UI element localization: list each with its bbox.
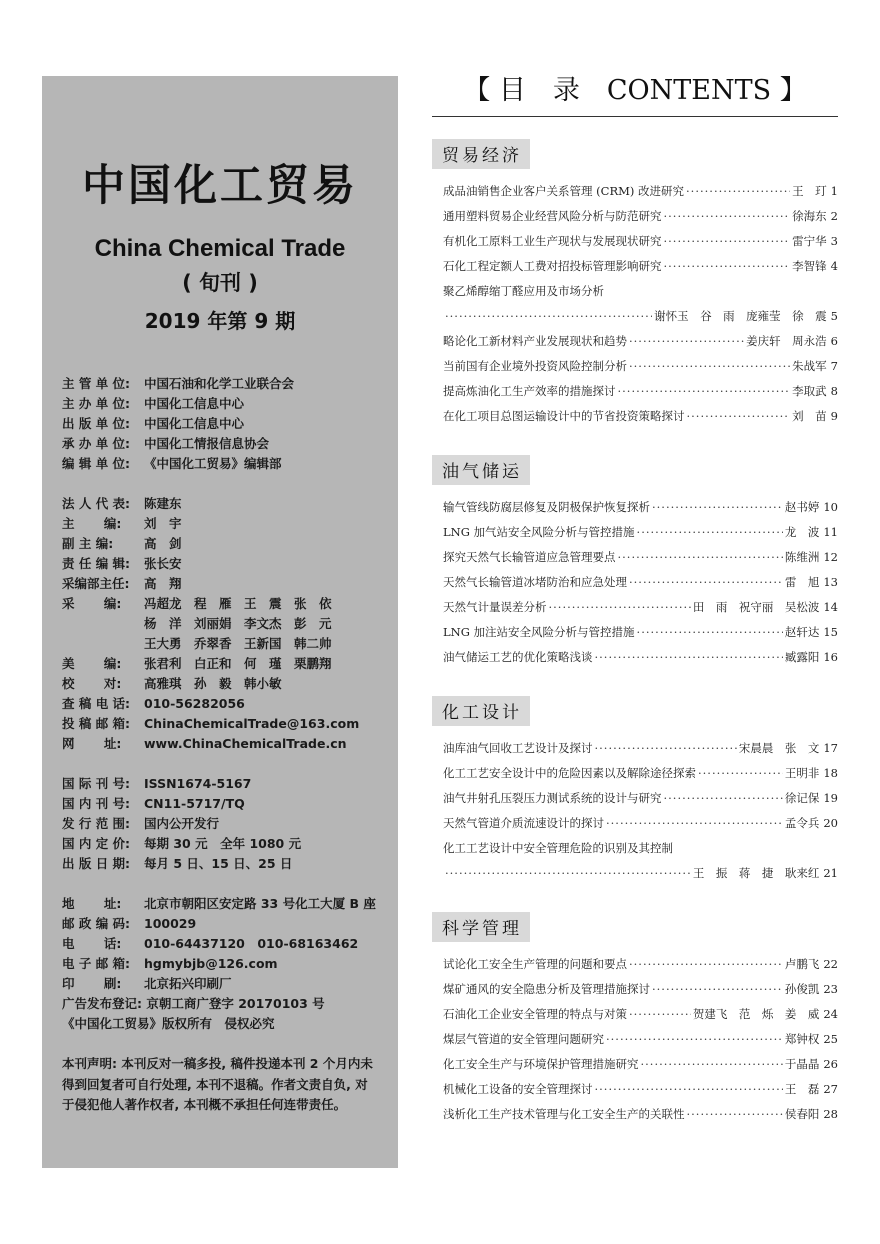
staff-row [62, 514, 378, 534]
toc-entry-page: 21 [823, 866, 838, 880]
info-row [62, 434, 378, 454]
ad-registration: 广告发布登记: 京朝工商广登字 20170103 号 [62, 996, 325, 1011]
toc-entry-author: 刘 苗 [792, 409, 827, 423]
toc-entry-page: 26 [823, 1057, 838, 1071]
staff-label: 网 址: [62, 736, 122, 751]
organizations-block [62, 374, 378, 474]
info-label: 国 际 刊 号: [62, 776, 131, 791]
toc-entry-page: 19 [823, 791, 838, 805]
toc-entry-author: 雷 旭 [784, 575, 820, 589]
toc-entry-author: 贺建飞 范 烁 姜 威 [692, 1007, 820, 1021]
toc-entry-title: 煤层气管道的安全管理问题研究 [443, 1032, 604, 1046]
info-value: ISSN1674-5167 [144, 776, 252, 791]
info-value: 010-64437120 010-68163462 [144, 936, 359, 951]
section-label: 油气储运 [432, 455, 530, 485]
staff-row [62, 674, 378, 694]
toc-entry-author: 雷宁华 [792, 234, 827, 248]
toc-entry-page: 3 [830, 234, 838, 248]
staff-row [62, 574, 378, 594]
toc-entry-page: 28 [823, 1107, 838, 1121]
toc-entry-title: 天然气长输管道冰堵防治和应急处理 [443, 575, 627, 589]
submission-email[interactable]: ChinaChemicalTrade@163.com [144, 716, 360, 731]
dot-leader [629, 334, 744, 348]
toc-entry-author: 李取武 [792, 384, 827, 398]
info-row [62, 774, 378, 794]
dot-leader [629, 359, 790, 373]
info-row [62, 974, 378, 994]
dot-leader [595, 650, 783, 664]
section-trade-economy [432, 139, 838, 433]
info-value: 中国化工信息中心 [144, 396, 245, 411]
dot-leader [595, 741, 737, 755]
toc-entry-page: 22 [823, 957, 838, 971]
toc-entry[interactable] [432, 574, 838, 599]
toc-entry-page: 2 [830, 209, 838, 223]
toc-entry[interactable] [432, 790, 838, 815]
toc-entry-page: 15 [823, 625, 838, 639]
info-value: 每期 30 元 全年 1080 元 [144, 836, 302, 851]
toc-entry-author: 王 振 蒋 捷 耿来红 [692, 866, 820, 880]
section-chemical-design [432, 696, 838, 890]
dot-leader [606, 816, 783, 830]
magazine-title-en: China Chemical Trade [94, 235, 346, 262]
toc-entry-title: 浅析化工生产技术管理与化工安全生产的关联性 [443, 1107, 685, 1121]
toc-entry[interactable] [432, 599, 838, 624]
staff-label: 责 任 编 辑: [62, 556, 131, 571]
toc-entry-author: 姜庆轩 周永浩 [746, 334, 827, 348]
toc-entry-author: 郑钟权 [784, 1032, 820, 1046]
staff-label: 美 编: [62, 656, 122, 671]
toc-entry[interactable] [432, 358, 838, 383]
toc-entry-author: 徐记保 [784, 791, 820, 805]
dot-leader [618, 384, 791, 398]
toc-entry-title: 天然气计量误差分析 [443, 600, 547, 614]
toc-entry-page: 5 [830, 309, 838, 323]
toc-entry-page: 24 [823, 1007, 838, 1021]
toc-entry-title: 化工工艺设计中安全管理危险的识别及其控制 [443, 841, 673, 855]
info-row [62, 394, 378, 414]
toc-entry-page: 23 [823, 982, 838, 996]
info-label: 发 行 范 围: [62, 816, 131, 831]
toc-entry-title: 化工工艺安全设计中的危险因素以及解除途径探索 [443, 766, 696, 780]
toc-entry-page: 25 [823, 1032, 838, 1046]
info-value: 中国化工情报信息协会 [144, 436, 270, 451]
staff-row [62, 554, 378, 574]
info-value: 每月 5 日、15 日、25 日 [144, 856, 293, 871]
toc-entry[interactable] [432, 624, 838, 649]
info-label: 印 刷: [62, 976, 122, 991]
toc-entry[interactable] [432, 1056, 838, 1081]
toc-entry-title: LNG 加注站安全风险分析与管控措施 [443, 625, 635, 639]
section-entries [432, 956, 838, 1131]
toc-entry[interactable] [432, 499, 838, 524]
toc-entry-title: 油气井射孔压裂压力测试系统的设计与研究 [443, 791, 662, 805]
toc-entry-title: 煤矿通风的安全隐患分析及管理措施探讨 [443, 982, 650, 996]
toc-entry-page: 11 [823, 525, 838, 539]
toc-entry-page: 9 [830, 409, 838, 423]
staff-label: 投 稿 邮 箱: [62, 716, 131, 731]
info-label: 地 址: [62, 896, 122, 911]
dot-leader [664, 259, 791, 273]
toc-entry[interactable] [432, 183, 838, 208]
staff-value: 陈建东 [144, 496, 182, 511]
staff-value: 张君利 白正和 何 瑾 栗鹏翔 [144, 656, 332, 671]
toc-entry[interactable] [432, 333, 838, 358]
dot-leader [641, 1057, 783, 1071]
info-label: 出 版 单 位: [62, 416, 131, 431]
toc-entry-author: 龙 波 [784, 525, 820, 539]
info-row [62, 374, 378, 394]
toc-entry-title: 通用塑料贸易企业经营风险分析与防范研究 [443, 209, 662, 223]
toc-entry-author: 宋晨晨 张 文 [738, 741, 820, 755]
toc-entry-title: 输气管线防腐层修复及阴极保护恢复探析 [443, 500, 650, 514]
toc-entry-author: 徐海东 [792, 209, 827, 223]
toc-entry-page: 18 [823, 766, 838, 780]
section-entries [432, 499, 838, 674]
contact-email[interactable]: hgmybjb@126.com [144, 956, 278, 971]
staff-value: 010-56282056 [144, 696, 245, 711]
info-row [62, 854, 378, 874]
info-row [62, 914, 378, 934]
toc-entry-title: 聚乙烯醇缩丁醛应用及市场分析 [443, 284, 604, 298]
toc-entry-author: 赵轩达 [784, 625, 820, 639]
staff-label: 副 主 编: [62, 536, 114, 551]
info-value: 中国石油和化学工业联合会 [144, 376, 295, 391]
info-value: 北京市朝阳区安定路 33 号化工大厦 B 座 [144, 896, 376, 911]
dot-leader [652, 500, 783, 514]
toc-entry-title: 略论化工新材料产业发展现状和趋势 [443, 334, 627, 348]
toc-entry-page: 6 [830, 334, 838, 348]
toc-entry-author: 谢怀玉 谷 雨 庞雍莹 徐 震 [654, 309, 827, 323]
staff-value: 冯超龙 程 雁 王 震 张 依 [144, 596, 332, 611]
dot-leader [664, 791, 783, 805]
dot-leader [637, 625, 783, 639]
toc-entry[interactable] [432, 981, 838, 1006]
masthead-panel [42, 76, 398, 1168]
dot-leader [698, 766, 783, 780]
toc-entry[interactable] [432, 956, 838, 981]
staff-label: 采编部主任: [62, 576, 130, 591]
toc-entry[interactable] [432, 1031, 838, 1056]
toc-entry-author: 朱战军 [792, 359, 827, 373]
magazine-issue: 2019 年第 9 期 [144, 309, 296, 333]
info-value: 《中国化工贸易》编辑部 [144, 456, 282, 471]
info-row [62, 834, 378, 854]
section-label: 化工设计 [432, 696, 530, 726]
info-value: 100029 [144, 916, 197, 931]
toc-entry-page: 27 [823, 1082, 838, 1096]
section-entries [432, 740, 838, 890]
toc-entry-title: 石化工程定额人工费对招投标管理影响研究 [443, 259, 662, 273]
info-value: 北京拓兴印刷厂 [144, 976, 232, 991]
dot-leader [687, 1107, 783, 1121]
section-science-management [432, 912, 838, 1131]
toc-entry[interactable] [432, 765, 838, 790]
section-entries [432, 183, 838, 433]
toc-entry-page: 14 [823, 600, 838, 614]
toc-entry[interactable] [432, 283, 838, 308]
staff-row [62, 714, 378, 734]
toc-entry[interactable] [432, 649, 838, 674]
dot-leader [652, 982, 783, 996]
toc-entry-title: 油库油气回收工艺设计及探讨 [443, 741, 593, 755]
dot-leader [686, 184, 790, 198]
info-row [62, 934, 378, 954]
magazine-title-cn: 中国化工贸易 [82, 161, 358, 211]
dot-leader [618, 550, 783, 564]
dot-leader [445, 866, 691, 880]
toc-entry-title: 当前国有企业境外投资风险控制分析 [443, 359, 627, 373]
toc-entry-page: 4 [830, 259, 838, 273]
toc-entry[interactable] [432, 258, 838, 283]
info-label: 编 辑 单 位: [62, 456, 131, 471]
toc-entry[interactable] [432, 1081, 838, 1106]
toc-entry-page: 16 [823, 650, 838, 664]
info-label: 国 内 刊 号: [62, 796, 131, 811]
info-row [62, 794, 378, 814]
toc-entry[interactable] [432, 865, 838, 890]
info-label: 出 版 日 期: [62, 856, 131, 871]
toc-entry-page: 1 [830, 184, 838, 198]
dot-leader [629, 957, 783, 971]
info-label: 承 办 单 位: [62, 436, 131, 451]
toc-entry-author: 臧露阳 [784, 650, 820, 664]
toc-entry[interactable] [432, 233, 838, 258]
toc-entry-title: 探究天然气长输管道应急管理要点 [443, 550, 616, 564]
info-label: 电 话: [62, 936, 122, 951]
toc-entry-author: 田 雨 祝守丽 吴松波 [692, 600, 820, 614]
staff-row [62, 594, 378, 614]
staff-label: 主 编: [62, 516, 122, 531]
staff-value: 高雅琪 孙 毅 韩小敏 [144, 676, 282, 691]
dot-leader [595, 1082, 783, 1096]
toc-entry-author: 赵书婷 [784, 500, 820, 514]
toc-entry[interactable] [432, 1006, 838, 1031]
info-row [62, 454, 378, 474]
website-link[interactable]: www.ChinaChemicalTrade.cn [144, 736, 347, 751]
staff-value: 高 剑 [144, 536, 182, 551]
journal-statement: 本刊声明: 本刊反对一稿多投, 稿件投递本刊 2 个月内未得到回复者可自行处理, 本刊不退稿。作者文责自负, 对于侵犯他人著作权者, 本刊概不承担任何连带责任。 [62, 1056, 373, 1112]
toc-entry-page: 20 [823, 816, 838, 830]
toc-entry[interactable] [432, 549, 838, 574]
staff-continuation: 杨 洋 刘丽娟 李文杰 彭 元 [144, 616, 332, 631]
toc-entry-author: 于晶晶 [784, 1057, 820, 1071]
toc-entry-author: 李智锋 [792, 259, 827, 273]
toc-entry[interactable] [432, 524, 838, 549]
staff-label: 校 对: [62, 676, 122, 691]
toc-entry[interactable] [432, 840, 838, 865]
info-label: 主 管 单 位: [62, 376, 131, 391]
toc-entry-author: 王 玎 [792, 184, 827, 198]
dot-leader [549, 600, 691, 614]
contents-header: 【 目 录 CONTENTS 】 [432, 70, 838, 117]
toc-entry-title: 成品油销售企业客户关系管理 (CRM) 改进研究 [443, 184, 685, 198]
toc-entry-author: 卢鹏飞 [784, 957, 820, 971]
staff-row [62, 654, 378, 674]
dot-leader [629, 1007, 691, 1021]
info-row [62, 414, 378, 434]
toc-entry-title: 试论化工安全生产管理的问题和要点 [443, 957, 627, 971]
toc-entry-page: 10 [823, 500, 838, 514]
toc-entry-page: 8 [830, 384, 838, 398]
info-value: CN11-5717/TQ [144, 796, 245, 811]
toc-entry-title: 天然气管道介质流速设计的探讨 [443, 816, 604, 830]
info-row [62, 894, 378, 914]
toc-entry-author: 陈维洲 [784, 550, 820, 564]
dot-leader [629, 575, 783, 589]
toc-entry[interactable] [432, 740, 838, 765]
contents-panel [432, 70, 838, 1131]
staff-continuation: 王大勇 乔翠香 王新国 韩二帅 [144, 636, 332, 651]
toc-entry-author: 侯春阳 [784, 1107, 820, 1121]
toc-entry-title: 油气储运工艺的优化策略浅谈 [443, 650, 593, 664]
toc-entry-title: 在化工项目总图运输设计中的节省投资策略探讨 [443, 409, 685, 423]
publication-block [62, 774, 378, 874]
dot-leader [637, 525, 783, 539]
staff-row [62, 494, 378, 514]
toc-entry-author: 孙俊凯 [784, 982, 820, 996]
toc-entry-page: 12 [823, 550, 838, 564]
magazine-frequency: ( 旬刊 ) [182, 271, 258, 295]
info-row [62, 814, 378, 834]
staff-block [62, 494, 378, 754]
section-oil-gas-storage [432, 455, 838, 674]
info-value: 中国化工信息中心 [144, 416, 245, 431]
toc-entry[interactable] [432, 1106, 838, 1131]
toc-entry[interactable] [432, 383, 838, 408]
staff-row [62, 694, 378, 714]
staff-label: 法 人 代 表: [62, 496, 131, 511]
toc-entry-page: 13 [823, 575, 838, 589]
toc-entry-page: 7 [830, 359, 838, 373]
staff-value: 高 翔 [144, 576, 182, 591]
toc-entry[interactable] [432, 208, 838, 233]
toc-entry-title: 石油化工企业安全管理的特点与对策 [443, 1007, 627, 1021]
toc-entry-title: 机械化工设备的安全管理探讨 [443, 1082, 593, 1096]
toc-entry[interactable] [432, 408, 838, 433]
toc-entry-title: 有机化工原料工业生产现状与发展现状研究 [443, 234, 662, 248]
copyright-line: 《中国化工贸易》版权所有 侵权必究 [62, 1016, 275, 1031]
dot-leader [664, 234, 791, 248]
toc-entry-author: 孟令兵 [784, 816, 820, 830]
contact-block [62, 894, 378, 1034]
staff-label: 采 编: [62, 596, 122, 611]
staff-row [62, 734, 378, 754]
staff-label: 查 稿 电 话: [62, 696, 131, 711]
toc-entry-author: 王明非 [784, 766, 820, 780]
info-value: 国内公开发行 [144, 816, 220, 831]
staff-value: 张长安 [144, 556, 182, 571]
info-row [62, 954, 378, 974]
dot-leader [445, 309, 652, 323]
section-label: 贸易经济 [432, 139, 530, 169]
dot-leader [606, 1032, 783, 1046]
toc-entry-page: 17 [823, 741, 838, 755]
staff-row [62, 534, 378, 554]
toc-entry-title: 化工安全生产与环境保护管理措施研究 [443, 1057, 639, 1071]
toc-entry[interactable] [432, 815, 838, 840]
staff-value: 刘 宇 [144, 516, 182, 531]
info-label: 国 内 定 价: [62, 836, 131, 851]
toc-entry-title: 提高炼油化工生产效率的措施探讨 [443, 384, 616, 398]
section-label: 科学管理 [432, 912, 530, 942]
dot-leader [687, 409, 791, 423]
toc-entry-title: LNG 加气站安全风险分析与管控措施 [443, 525, 635, 539]
dot-leader [664, 209, 791, 223]
toc-entry-author: 王 磊 [784, 1082, 820, 1096]
toc-entry[interactable] [432, 308, 838, 333]
info-label: 主 办 单 位: [62, 396, 131, 411]
info-label: 邮 政 编 码: [62, 916, 131, 931]
info-label: 电 子 邮 箱: [62, 956, 131, 971]
